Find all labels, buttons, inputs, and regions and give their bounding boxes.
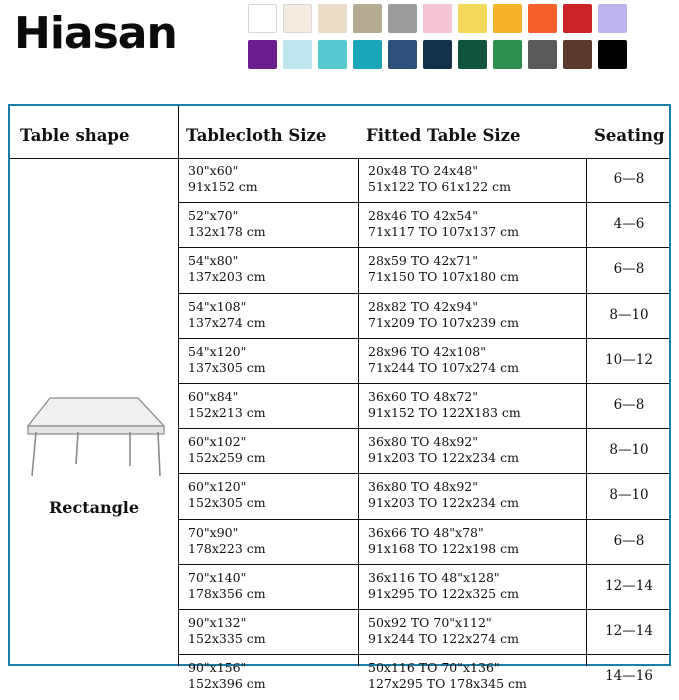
tablecloth-size-cm: 152x305 cm xyxy=(188,495,266,511)
cell-tablecloth-size xyxy=(188,163,356,195)
fitted-size-cm: 71x150 TO 107x180 cm xyxy=(368,269,519,285)
tablecloth-size-inches: 30"x60" xyxy=(188,163,239,178)
color-swatch-light-yellow[interactable] xyxy=(458,4,487,33)
cell-seating: 8—10 xyxy=(609,306,649,323)
cell-fitted-table-size xyxy=(368,389,590,421)
cell-fitted-table-size xyxy=(368,434,590,466)
cell-fitted-table-size xyxy=(368,208,590,240)
column-header-seating: Seating xyxy=(594,126,665,145)
color-swatch-orange[interactable] xyxy=(528,4,557,33)
table-row xyxy=(178,610,669,655)
cell-tablecloth-size xyxy=(188,615,356,647)
fitted-size-inches: 36x60 TO 48x72" xyxy=(368,388,479,404)
tablecloth-size-cm: 137x274 cm xyxy=(188,314,266,330)
cell-seating: 6—8 xyxy=(613,396,645,413)
color-swatch-charcoal[interactable] xyxy=(528,40,557,69)
tablecloth-size-cm: 132x178 cm xyxy=(188,224,266,240)
tablecloth-size-cm: 137x305 cm xyxy=(188,359,266,375)
table-row xyxy=(178,339,669,384)
fitted-size-inches: 28x59 TO 42x71" xyxy=(368,253,479,269)
fitted-size-cm: 91x295 TO 122x325 cm xyxy=(368,585,519,601)
cell-seating: 6—8 xyxy=(613,532,645,549)
fitted-size-inches: 50x116 TO 70"x136" xyxy=(368,660,500,676)
cell-seating: 14—16 xyxy=(605,668,653,685)
fitted-size-cm: 71x244 TO 107x274 cm xyxy=(368,359,519,375)
cell-tablecloth-size xyxy=(188,570,356,602)
swatch-row-2 xyxy=(248,40,672,69)
tablecloth-size-inches: 70"x140" xyxy=(188,569,247,585)
color-swatch-beige[interactable] xyxy=(318,4,347,33)
table-row xyxy=(178,520,669,565)
table-row xyxy=(178,565,669,610)
column-header-fitted-table-size: Fitted Table Size xyxy=(366,126,521,145)
cell-fitted-table-size xyxy=(368,525,590,557)
tablecloth-size-inches: 54"x108" xyxy=(188,298,247,314)
cell-tablecloth-size xyxy=(188,479,356,511)
cell-tablecloth-size xyxy=(188,208,356,240)
header xyxy=(0,0,679,96)
cell-fitted-table-size xyxy=(368,615,590,647)
table-row xyxy=(178,429,669,474)
cell-fitted-table-size xyxy=(368,163,590,195)
cell-tablecloth-size xyxy=(188,434,356,466)
color-swatch-white[interactable] xyxy=(248,4,277,33)
table-body xyxy=(178,158,669,692)
swatch-row-1 xyxy=(248,4,672,33)
tablecloth-size-cm: 152x259 cm xyxy=(188,450,266,466)
tablecloth-size-inches: 52"x70" xyxy=(188,208,239,224)
column-header-tablecloth-size: Tablecloth Size xyxy=(186,126,327,145)
fitted-size-inches: 28x82 TO 42x94" xyxy=(368,298,479,314)
cell-seating: 12—14 xyxy=(605,622,653,639)
cell-seating: 6—8 xyxy=(613,261,645,278)
fitted-size-inches: 36x80 TO 48x92" xyxy=(368,434,479,450)
tablecloth-size-cm: 91x152 cm xyxy=(188,179,258,194)
cell-tablecloth-size xyxy=(188,299,356,331)
table-row xyxy=(178,294,669,339)
fitted-size-cm: 91x203 TO 122x234 cm xyxy=(368,495,519,511)
cell-fitted-table-size xyxy=(368,253,590,285)
cell-tablecloth-size xyxy=(188,660,356,692)
cell-tablecloth-size xyxy=(188,344,356,376)
table-row xyxy=(178,248,669,293)
color-swatch-red[interactable] xyxy=(563,4,592,33)
color-swatch-teal[interactable] xyxy=(353,40,382,69)
table-row xyxy=(178,203,669,248)
fitted-size-inches: 20x48 TO 24x48" xyxy=(368,163,479,178)
fitted-size-cm: 91x168 TO 122x198 cm xyxy=(368,540,519,556)
cell-fitted-table-size xyxy=(368,479,590,511)
fitted-size-inches: 50x92 TO 70"x112" xyxy=(368,614,492,630)
fitted-size-cm: 51x122 TO 61x122 cm xyxy=(368,179,511,194)
cell-fitted-table-size xyxy=(368,570,590,602)
table-row xyxy=(178,384,669,429)
cell-tablecloth-size xyxy=(188,389,356,421)
fitted-size-cm: 91x203 TO 122x234 cm xyxy=(368,450,519,466)
color-swatch-light-pink[interactable] xyxy=(423,4,452,33)
tablecloth-size-cm: 178x223 cm xyxy=(188,540,266,556)
cell-seating: 10—12 xyxy=(605,351,653,368)
tablecloth-size-inches: 70"x90" xyxy=(188,524,239,540)
cell-tablecloth-size xyxy=(188,253,356,285)
table-row xyxy=(178,655,669,700)
table-row xyxy=(178,474,669,519)
color-swatch-lavender[interactable] xyxy=(598,4,627,33)
fitted-size-cm: 91x244 TO 122x274 cm xyxy=(368,630,519,646)
size-chart-table xyxy=(8,104,671,692)
tablecloth-size-inches: 90"x156" xyxy=(188,660,247,676)
table-header-row xyxy=(10,106,669,158)
color-swatch-grid xyxy=(248,4,672,76)
shape-cell xyxy=(10,158,178,666)
color-swatch-light-blue[interactable] xyxy=(283,40,312,69)
color-swatch-brown[interactable] xyxy=(563,40,592,69)
cell-seating: 6—8 xyxy=(613,171,645,187)
table-row xyxy=(178,158,669,203)
color-swatch-navy-blue[interactable] xyxy=(388,40,417,69)
color-swatch-black[interactable] xyxy=(598,40,627,69)
tablecloth-size-inches: 90"x132" xyxy=(188,614,247,630)
color-swatch-gold[interactable] xyxy=(493,4,522,33)
fitted-size-inches: 36x66 TO 48"x78" xyxy=(368,524,484,540)
column-header-shape: Table shape xyxy=(20,126,130,145)
tablecloth-size-inches: 60"x102" xyxy=(188,434,247,450)
color-swatch-forest-green[interactable] xyxy=(458,40,487,69)
cell-seating: 8—10 xyxy=(609,487,649,504)
cell-fitted-table-size xyxy=(368,299,590,331)
tablecloth-size-cm: 178x356 cm xyxy=(188,585,266,601)
cell-tablecloth-size xyxy=(188,525,356,557)
color-swatch-khaki[interactable] xyxy=(353,4,382,33)
fitted-size-cm: 71x117 TO 107x137 cm xyxy=(368,224,519,240)
tablecloth-size-inches: 60"x120" xyxy=(188,479,247,495)
cell-fitted-table-size xyxy=(368,660,590,692)
fitted-size-inches: 28x46 TO 42x54" xyxy=(368,208,479,224)
fitted-size-cm: 71x209 TO 107x239 cm xyxy=(368,314,519,330)
tablecloth-size-inches: 60"x84" xyxy=(188,388,239,404)
cell-seating: 12—14 xyxy=(605,577,653,594)
color-swatch-gray[interactable] xyxy=(388,4,417,33)
cell-fitted-table-size xyxy=(368,344,590,376)
color-swatch-ivory[interactable] xyxy=(283,4,312,33)
cell-seating: 8—10 xyxy=(609,442,649,459)
tablecloth-size-cm: 152x396 cm xyxy=(188,676,266,692)
fitted-size-inches: 36x116 TO 48"x128" xyxy=(368,569,500,585)
tablecloth-size-inches: 54"x120" xyxy=(188,343,247,359)
rectangle-table-illustration xyxy=(18,380,170,490)
fitted-size-cm: 91x152 TO 122X183 cm xyxy=(368,404,521,420)
brand-logo: Hiasan xyxy=(14,8,177,59)
tablecloth-size-cm: 152x213 cm xyxy=(188,404,266,420)
color-swatch-dark-navy[interactable] xyxy=(423,40,452,69)
color-swatch-purple[interactable] xyxy=(248,40,277,69)
tablecloth-size-inches: 54"x80" xyxy=(188,253,239,269)
cell-seating: 4—6 xyxy=(613,216,645,233)
fitted-size-inches: 28x96 TO 42x108" xyxy=(368,343,486,359)
color-swatch-green[interactable] xyxy=(493,40,522,69)
tablecloth-size-cm: 137x203 cm xyxy=(188,269,266,285)
fitted-size-cm: 127x295 TO 178x345 cm xyxy=(368,676,527,692)
tablecloth-size-cm: 152x335 cm xyxy=(188,630,266,646)
shape-label: Rectangle xyxy=(48,498,140,517)
color-swatch-aqua[interactable] xyxy=(318,40,347,69)
fitted-size-inches: 36x80 TO 48x92" xyxy=(368,479,479,495)
